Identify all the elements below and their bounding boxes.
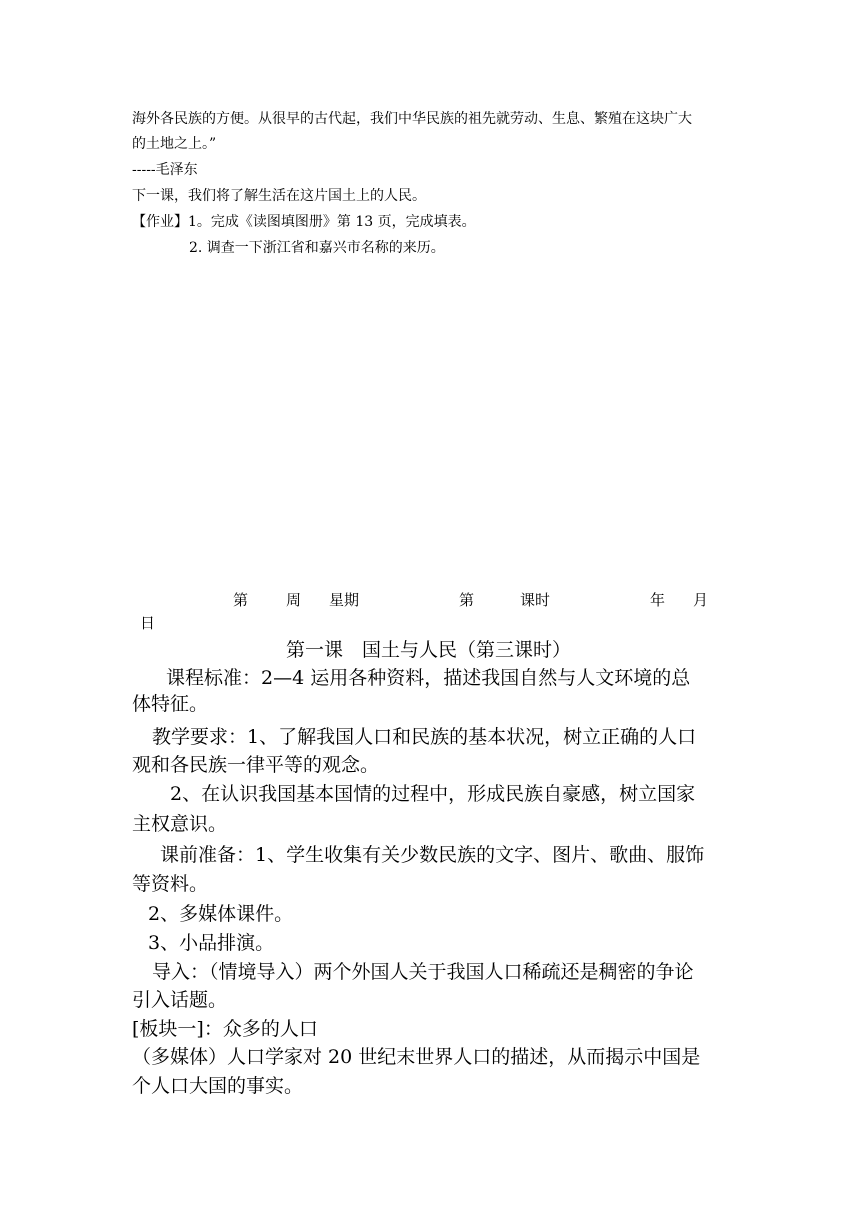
header-di-2: 第 xyxy=(459,591,475,609)
header-nian: 年 xyxy=(650,591,666,609)
curriculum-standard-line-1: 课程标准：2—4 运用各种资料，描述我国自然与人文环境的总 xyxy=(166,667,691,689)
homework-item-1: 【作业】1。完成《读图填图册》第 13 页，完成填表。 xyxy=(132,214,476,230)
teaching-requirement-line-1: 教学要求：1、了解我国人口和民族的基本状况，树立正确的人口 xyxy=(152,726,697,748)
header-zhou: 周 xyxy=(286,591,302,609)
header-di-1: 第 xyxy=(233,591,249,609)
teaching-requirement-line-2: 观和各民族一律平等的观念。 xyxy=(132,754,380,776)
preparation-line-1: 课前准备：1、学生收集有关少数民族的文字、图片、歌曲、服饰 xyxy=(160,844,705,866)
introduction-line-1: 导入：（情境导入）两个外国人关于我国人口稀疏还是稠密的争论 xyxy=(152,961,694,983)
quote-line-1: 海外各民族的方便。从很早的古代起，我们中华民族的祖先就劳动、生息、繁殖在这块广大 xyxy=(132,111,692,127)
homework-item-2: 2. 调查一下浙江省和嘉兴市名称的来历。 xyxy=(189,240,445,256)
header-ri: 日 xyxy=(140,614,156,632)
quote-author: -----毛泽东 xyxy=(132,162,198,178)
next-lesson-note: 下一课，我们将了解生活在这片国土上的人民。 xyxy=(132,188,426,204)
teaching-requirement-line-4: 主权意识。 xyxy=(132,813,228,835)
lesson-title: 第一课 国土与人民（第三课时） xyxy=(286,639,572,661)
preparation-line-2: 等资料。 xyxy=(132,873,209,895)
multimedia-line-1: （多媒体）人口学家对 20 世纪末世界人口的描述，从而揭示中国是 xyxy=(132,1046,701,1068)
multimedia-line-2: 个人口大国的事实。 xyxy=(132,1075,304,1097)
preparation-line-4: 3、小品排演。 xyxy=(148,932,275,954)
header-keshi: 课时 xyxy=(520,591,551,609)
teaching-requirement-line-3: 2、在认识我国基本国情的过程中，形成民族自豪感，树立国家 xyxy=(170,783,696,805)
header-yue: 月 xyxy=(693,591,709,609)
preparation-line-3: 2、多媒体课件。 xyxy=(148,903,294,925)
header-xingqi: 星期 xyxy=(329,591,360,609)
curriculum-standard-line-2: 体特征。 xyxy=(132,693,209,715)
introduction-line-2: 引入话题。 xyxy=(132,989,228,1011)
section-heading-block-1: [板块一]：众多的人口 xyxy=(132,1018,318,1040)
quote-line-2: 的土地之上。” xyxy=(132,136,217,152)
